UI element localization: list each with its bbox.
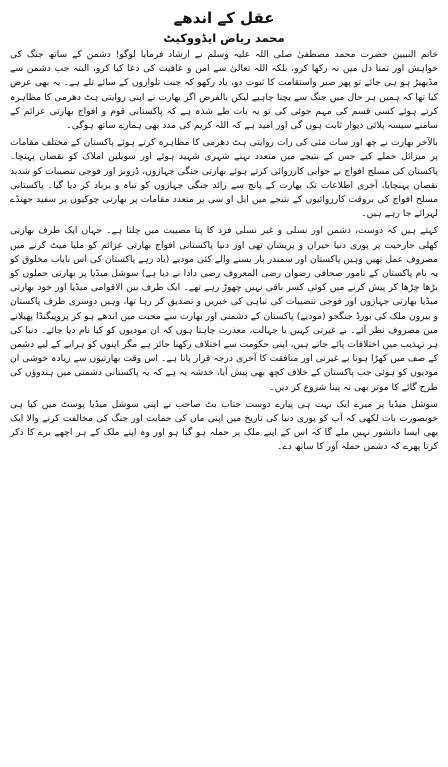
article-paragraph-4: سوشل میڈیا پر میرے ایک بہت ہی پیارے دوست جناب بٹ صاحب نے اپنی سوشل میڈیا پوسٹ میں کیا ہی خوبصورت بات لکھی کہ آپ کو پوری دنیا کی تاریخ میں اپنی ماں کی حمایت اور جنگ کی مخالفت کرنے والا ایک بھی ایسا دانشور نہیں ملے گا کہ اس کے اپنے ملک پر حملہ ہو گیا ہو اور وہ اپنے ملک کے ہر اچھے برے کا ذکر کرتا پھرے کہ دشمن حملہ آور کا ساتھ دے۔ [10,398,438,453]
article-title: عقل کے اندھے [173,9,275,27]
article-byline: محمد ریاض ایڈووکیٹ [163,31,285,45]
article-paragraph-2: بالآخر بھارت نے چھ اور سات مئی کی رات روایتی ہٹ دھرمی کا مظاہرہ کرتے ہوئے پاکستان کے مختلف مقامات پر میزائل حملے کیے جس کے نتیجے میں متعدد نہتے شہری شہید ہوئے اور سویلین املاک کو نقصان پہنچا۔ پاکستان کی مسلح افواج نے جوابی کارروائی کرتے ہوئے بھارتی جنگی جہازوں، ڈرونز اور فوجی تنصیبات کو شدید نقصان پہنچایا، آخری اطلاعات تک بھارت کے پانچ سے زائد جنگی جہازوں کو تباہ و برباد کر دیا گیا۔ پاکستانی مسلح افواج کی بروقت کارروائیوں کے نتیجے میں ایل او سی پر متعدد مقامات پر بھارتی چوکیوں پر سفید جھنڈے لہرائے جا رہے ہیں۔ [10,137,438,220]
article-paragraph-3: کہتے ہیں کہ دوست، دشمن اور نسلی و غیر نسلی فرد کا پتا مصیبت میں چلتا ہے۔ جہاں ایک طرف بھارتی کھلی جارحیت پر پوری دنیا حیران و پریشان تھی اور دنیا پاکستانی افواج بھارتی عزائم کو ملیا میٹ کرنے میں مصروف عمل تھیں وہیں پاکستان اور سمندر پار بسنے والے کئی مودیے (یاد رہے پاکستان کی اس نایاب مخلوق کو یہ نام پاکستان کے نامور صحافی رضوان رضی المعروف رضی دادا نے دیا ہے) سوشل میڈیا پر بھارتی حملوں کو بڑھا چڑھا کر پیش کرنے میں کوئی کسر باقی نہیں چھوڑ رہے تھے۔ ایک طرف بین الاقوامی میڈیا اور خود بھارتی میڈیا بھارتی جہازوں اور فوجی تنصیبات کی تباہی کی خبریں و تصدیق کر رہا تھا، وہیں دوسری طرف پاکستان و بیرون ملک کی بورڈ جنگجو (مودیے) پاکستان کے دشمنی اور بھارت سے محبت میں اندھے ہو کر پروپیگنڈا پھیلانے میں مصروف نظر آئے۔ بے غیرتی کہیں یا جہالت، معذرت چاہتا ہوں کہ ان مودیوں کو کیا نام دیا جائے۔ دنیا کی ہر تہذیب میں اختلافات پائے جاتے ہیں، اپنی حکومت سے اختلاف رکھنا جائز ہے مگر اپنوں کو ہرانے کے لیے دشمن کے صف میں کھڑا ہونا بے غیرتی اور منافقت کا آخری درجہ قرار پاتا ہے۔ اس وقت بھارتیوں سے زیادہ خوشی ان مودیوں کو ہوئی جب پاکستان کے خلاف کچھ بھی پیش آیا، خدشہ یہ ہے کہ یہ پاکستانی دشمنی میں ہندوؤں کی طرح گائے کا موتر بھی نہ پینا شروع کر دیں۔ [10,225,438,393]
article-paragraph-1: خاتم النبیین حضرت محمد مصطفیٰ صلی اللہ علیہ وسلم نے ارشاد فرمایا لوگو! دشمن کے ساتھ جنگ کی خواہش اور تمنا دل میں نہ رکھا کرو، بلکہ اللہ تعالیٰ سے امن و عافیت کی دعا کیا کرو، البتہ جب دشمن سے مڈبھیڑ ہو ہی جائے تو پھر صبر واستقامت کا ثبوت دو، یاد رکھو کہ جنت تلواروں کے سائے تلے ہے۔ یہ بھی عرض کیا تھا کہ ہمیں ہر حال میں جنگ سے بچنا چاہیے لیکن بالفرض اگر بھارت نے اپنی روایتی ہٹ دھرمی کا مظاہرہ کرتے ہوئے کسی قسم کی مہم جوئی کی تو یہ بات طے شدہ ہے کہ پاکستانی قوم و افواج بھارتی عزائم کے سامنے سیسہ پلائی دیوار ثابت ہوں گی اور امید ہے کہ اللہ کریم کی مدد بھی ہمارے ساتھ ہوگی۔ [10,49,438,132]
